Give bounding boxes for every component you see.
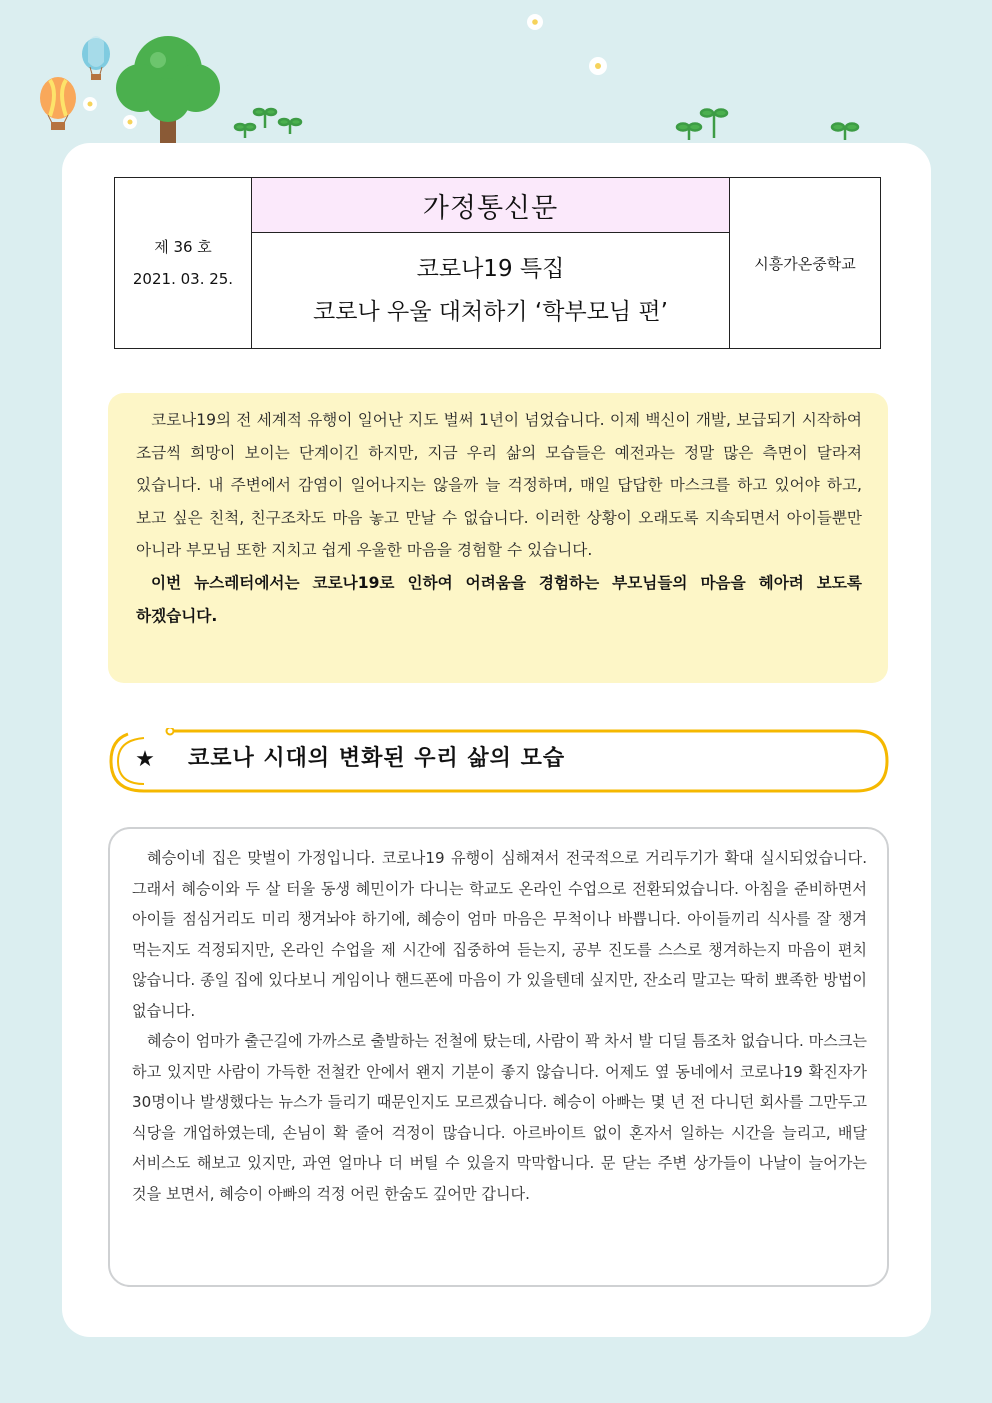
issue-date: 2021. 03. 25. xyxy=(132,270,234,288)
subtitle-line-2: 코로나 우울 대처하기 ‘학부모님 편’ xyxy=(313,298,668,325)
intro-bold-paragraph: 이번 뉴스레터에서는 코로나19로 인하여 어려움을 경험하는 부모님들의 마음을 헤아려 보도록 하겠습니다. xyxy=(136,573,862,625)
intro-box xyxy=(108,393,888,683)
issue-number: 제 36 호 xyxy=(154,238,212,256)
subtitle-line-1: 코로나19 특집 xyxy=(416,255,565,282)
hot-air-balloon-icon xyxy=(40,77,76,130)
story-paragraph-2: 혜승이 엄마가 출근길에 가까스로 출발하는 전철에 탔는데, 사람이 꽉 차서 발 디딜 틈조차 없습니다. 마스크는 하고 있지만 사람이 가득한 전철칸 안에서 왠지 기분이 좋지 않습니다. 어제도 옆 동네에서 코로나19 확진자가 30명이나 발생했다는 뉴스가 들리기 때문인지도 모르겠습니다. 혜승이 아빠는 몇 년 전 다니던 회사를 그만두고 식당을 개업하였는데, 손님이 확 줄어 걱정이 많습니다. 아르바이트 없이 혼자서 일하는 시간을 늘리고, 배달 서비스도 해보고 있지만, 과연 얼마나 더 버틸 수 있을지 막막합니다. 문 닫는 주변 상가들이 나날이 늘어가는 것을 보면서, 혜승이 아빠의 걱정 어린 한숨도 깊어만 갑니다. xyxy=(132,1032,867,1203)
story-paragraph-1: 혜승이네 집은 맞벌이 가정입니다. 코로나19 유행이 심해져서 전국적으로 거리두기가 확대 실시되었습니다. 그래서 혜승이와 두 살 터울 동생 혜민이가 다니는 학교도 온라인 수업으로 전환되었습니다. 아침을 준비하면서 아이들 점심거리도 미리 챙겨놔야 하기에, 혜승이 엄마 마음은 무척이나 바쁩니다. 아이들끼리 식사를 잘 챙겨 먹는지도 걱정되지만, 온라인 수업을 제 시간에 집중하여 듣는지, 공부 진도를 스스로 챙겨하는지 마음이 편치 않습니다. 종일 집에 있다보니 게임이나 핸드폰에 마음이 가 있을텐데 싶지만, 잔소리 말고는 딱히 뾰족한 방법이 없습니다. xyxy=(132,849,867,1020)
newsletter-title: 가정통신문 xyxy=(252,178,730,233)
newsletter-header-table xyxy=(114,177,881,349)
issue-info xyxy=(115,178,252,349)
section-title: 코로나 시대의 변화된 우리 삶의 모습 xyxy=(188,746,566,771)
school-name: 시흥가온중학교 xyxy=(730,178,881,349)
newsletter-subtitle xyxy=(252,233,730,349)
header-decoration xyxy=(0,0,992,150)
sprout-icon xyxy=(235,109,858,140)
tree-icon xyxy=(116,36,220,146)
story-box xyxy=(108,827,889,1287)
star-icon: ★ xyxy=(135,747,155,772)
hot-air-balloon-icon xyxy=(82,36,110,80)
section-heading xyxy=(108,728,890,794)
intro-paragraph: 코로나19의 전 세계적 유행이 일어난 지도 벌써 1년이 넘었습니다. 이제 백신이 개발, 보급되기 시작하여 조금씩 희망이 보이는 단계이긴 하지만, 지금 우리 삶의 모습들은 예전과는 정말 많은 측면이 달라져 있습니다. 내 주변에서 감염이 일어나지는 않을까 늘 걱정하며, 매일 답답한 마스크를 하고 있어야 하고, 보고 싶은 친척, 친구조차도 마음 놓고 만날 수 없습니다. 이러한 상황이 오래도록 지속되면서 아이들뿐만 아니라 부모님 또한 지치고 쉽게 우울한 마음을 경험할 수 있습니다. xyxy=(136,411,862,560)
